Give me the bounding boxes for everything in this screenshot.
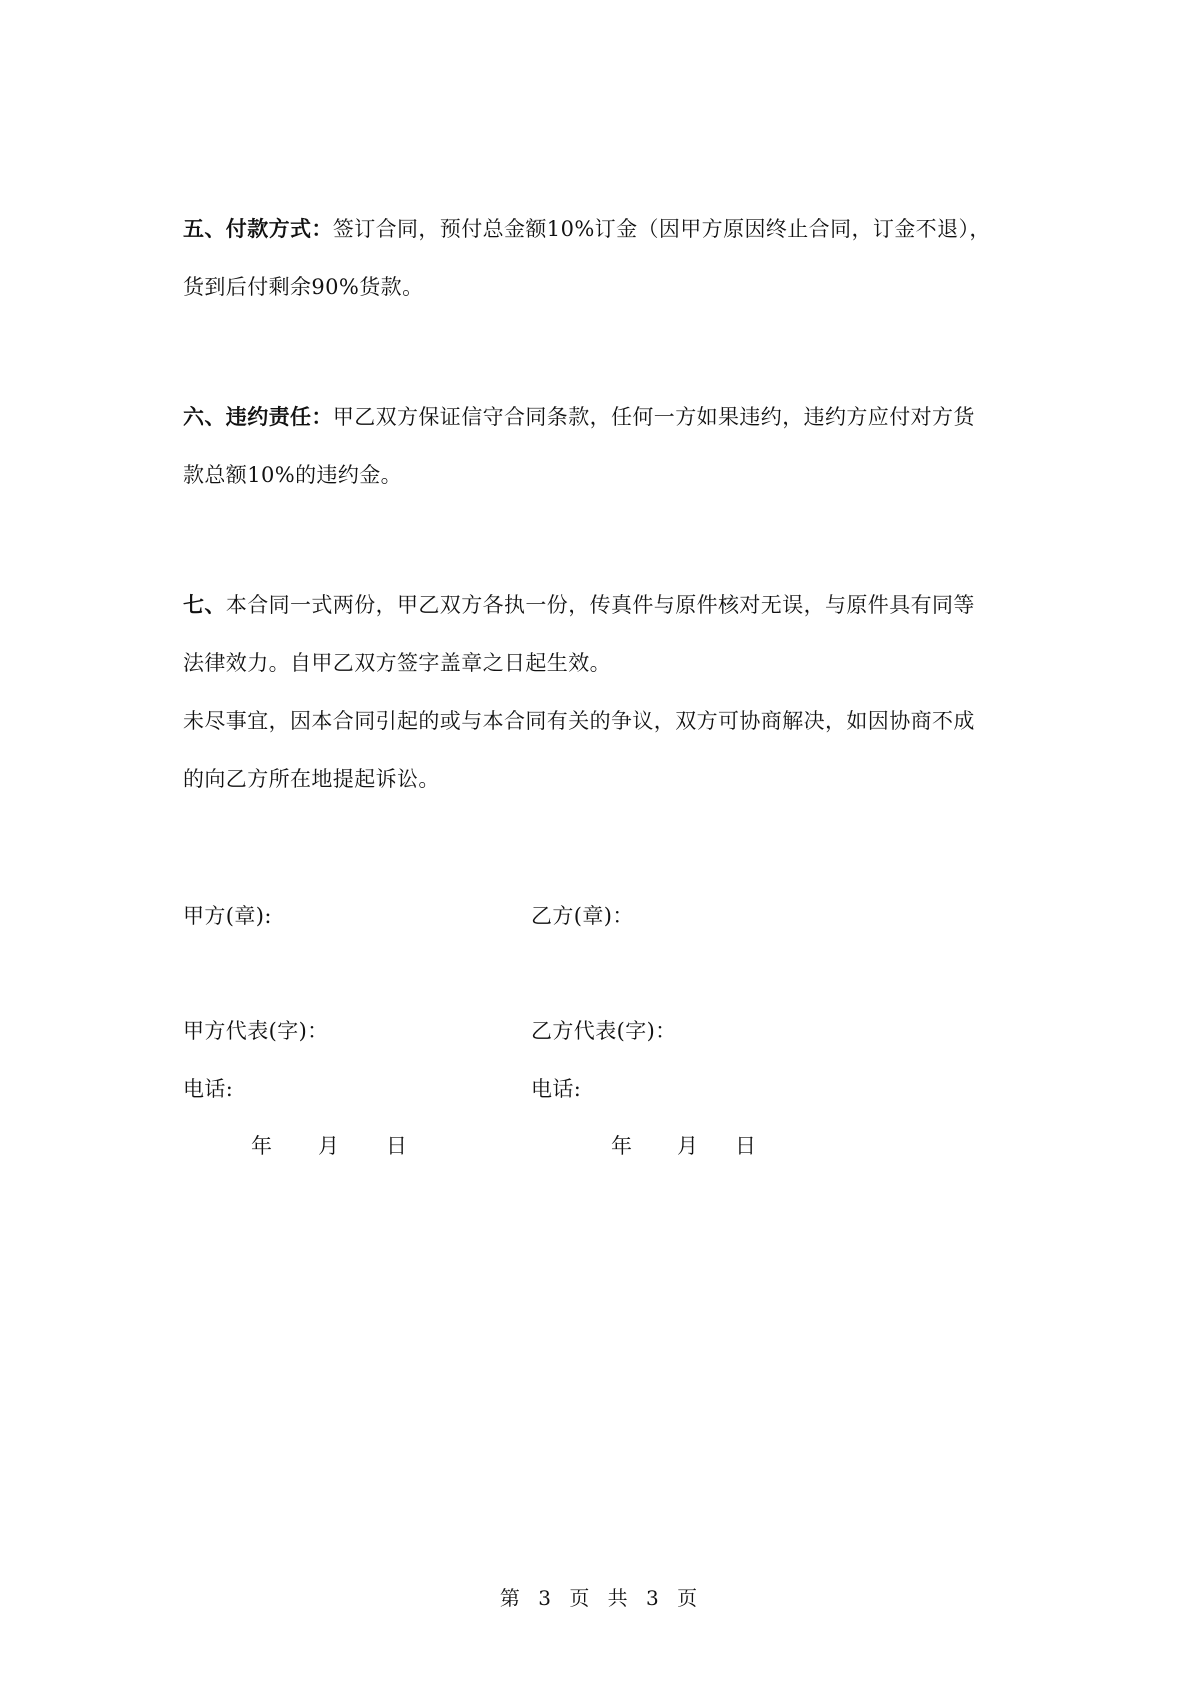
clause-payment-line2: 货到后付剩余90%货款。 xyxy=(183,275,424,299)
contract-clauses xyxy=(183,200,1018,808)
clause-breach xyxy=(183,388,1018,504)
clause-payment xyxy=(183,200,1018,316)
party-a-date-year: 年 xyxy=(251,1134,273,1158)
clause-breach-text: 甲乙双方保证信守合同条款，任何一方如果违约，违约方应付对方货 xyxy=(332,405,975,429)
clause-copies-heading: 七、 xyxy=(183,592,226,617)
clause-copies-line2: 法律效力。自甲乙双方签字盖章之日起生效。 xyxy=(183,651,611,675)
party-b-date-year: 年 xyxy=(611,1134,633,1158)
party-b-phone-label: 电话: xyxy=(531,1077,582,1101)
date-row xyxy=(183,1130,1018,1160)
representative-row xyxy=(183,1015,1018,1045)
clause-copies-text: 本合同一式两份，甲乙双方各执一份，传真件与原件核对无误，与原件具有同等 xyxy=(225,593,975,617)
clause-copies-line1 xyxy=(183,576,1018,634)
clause-payment-heading: 五、付款方式： xyxy=(183,216,333,241)
signature-block xyxy=(183,900,1018,1160)
party-b-seal-label: 乙方(章)： xyxy=(531,904,634,928)
page-number-footer: 第 3 页 共 3 页 xyxy=(499,1586,701,1610)
party-b-date-month: 月 xyxy=(677,1134,699,1158)
clause-breach-line2: 款总额10%的违约金。 xyxy=(183,463,403,487)
party-a-phone-label: 电话: xyxy=(183,1077,234,1101)
party-a-rep-label: 甲方代表(字)： xyxy=(183,1019,329,1043)
clause-copies xyxy=(183,576,1018,808)
party-b-rep-label: 乙方代表(字)： xyxy=(531,1019,677,1043)
party-a-date-month: 月 xyxy=(318,1134,340,1158)
phone-row xyxy=(183,1073,1018,1103)
party-a-date-day: 日 xyxy=(386,1134,408,1158)
clause-breach-heading: 六、违约责任： xyxy=(183,404,333,429)
clause-payment-text: 签订合同，预付总金额10%订金（因甲方原因终止合同，订金不退）， xyxy=(332,217,991,241)
party-b-date-day: 日 xyxy=(735,1134,757,1158)
clause-copies-line4: 的向乙方所在地提起诉讼。 xyxy=(183,767,440,791)
clause-copies-line3: 未尽事宜，因本合同引起的或与本合同有关的争议，双方可协商解决，如因协商不成 xyxy=(183,709,975,733)
clause-breach-line1 xyxy=(183,388,1018,446)
party-a-seal-label: 甲方(章): xyxy=(183,904,272,928)
clause-payment-line1 xyxy=(183,200,1018,258)
seal-row xyxy=(183,900,1018,930)
